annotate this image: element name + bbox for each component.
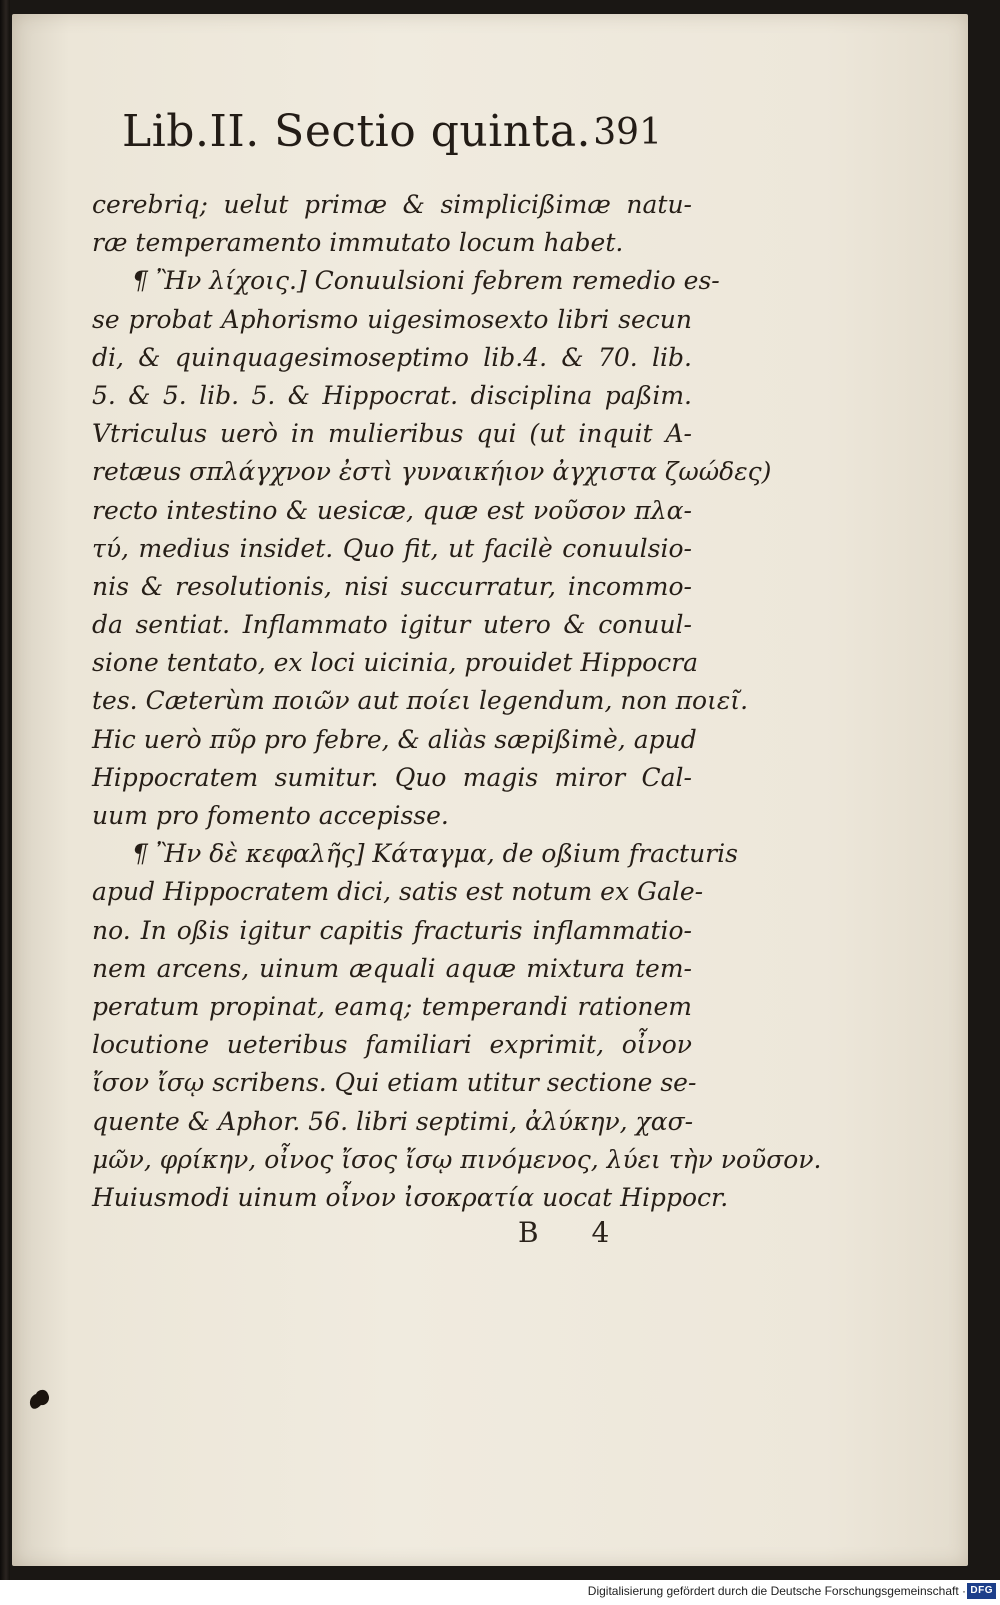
text-line: locutione ueteribus familiari exprimit, οἶνον: [92, 1030, 692, 1060]
signature-mark: B 4: [518, 1216, 632, 1249]
text-line: quente & Aphor. 56. libri septimi, ἀλύκην, χασ-: [92, 1106, 694, 1136]
book-spine-edge: [0, 0, 10, 1580]
digitization-footer: [0, 1580, 1000, 1605]
text-line: τύ, medius insidet. Quo fit, ut facilè conuulsio-: [92, 533, 692, 563]
text-line: ἴσον ἴσῳ scribens. Qui etiam utitur sectione se-: [92, 1068, 697, 1098]
running-head: [122, 106, 662, 166]
folio-number: 391: [593, 112, 662, 153]
text-line: peratum propinat, eamq; temperandi rationem: [92, 991, 692, 1021]
text-line: nis & resolutionis, nisi succurratur, incommo-: [92, 571, 692, 601]
ink-blot-icon: [26, 1386, 52, 1412]
running-head-title: Lib.II. Sectio quinta.: [122, 106, 592, 157]
text-line: tes. Cæterùm ποιῶν aut ποίει legendum, non ποιεῖ.: [92, 686, 749, 716]
text-line: recto intestino & uesicæ, quæ est νοῦσον πλα-: [92, 495, 692, 525]
text-line: Vtriculus uerò in mulieribus qui (ut inquit A-: [92, 419, 692, 449]
text-line: se probat Aphorismo uigesimosexto libri secun: [92, 304, 692, 334]
text-line: no. In oßis igitur capitis fracturis inflammatio-: [92, 915, 692, 945]
text-line: uum pro fomento accepisse.: [92, 801, 449, 830]
text-line: apud Hippocratem dici, satis est notum ex Gale-: [92, 877, 704, 907]
text-line: 5. & 5. lib. 5. & Hippocrat. disciplina paßim.: [92, 380, 692, 410]
text-line: ¶ Ἢν δὲ κεφαλῆς] Κάταγμα, de oßium fracturis: [132, 839, 738, 869]
text-line: ¶ Ἢν λίχοις.] Conuulsioni febrem remedio es-: [132, 266, 720, 296]
text-line: Hippocratem sumitur. Quo magis miror Cal-: [92, 762, 692, 792]
text-line: ræ temperamento immutato locum habet.: [92, 228, 624, 258]
body-text: [92, 186, 822, 1217]
text-line: di, & quinquagesimoseptimo lib.4. & 70. lib.: [92, 342, 692, 372]
funding-credit: Digitalisierung gefördert durch die Deutsche Forschungsgemeinschaft ·: [587, 1584, 966, 1598]
text-line: Hic uerò πῦρ pro febre, & aliàs sæpißimè, apud: [92, 724, 697, 754]
text-line: retæus σπλάγχνον ἐστὶ γυναικήιον ἀγχιστα ζωώδες): [92, 457, 772, 487]
text-line: Huiusmodi uinum οἶνον ἰσοκρατία uocat Hippocr.: [92, 1182, 729, 1212]
text-line: μῶν, φρίκην, οἶνος ἴσος ἴσῳ πινόμενος, λύει τὴν νοῦσον.: [92, 1144, 822, 1174]
text-line: sione tentato, ex loci uicinia, prouidet Hippocra: [92, 648, 699, 678]
text-line: nem arcens, uinum æquali aquæ mixtura tem-: [92, 953, 692, 983]
text-line: da sentiat. Inflammato igitur utero & conuul-: [92, 610, 692, 640]
text-line: cerebriq; uelut primæ & simplicißimæ natu-: [92, 190, 692, 219]
dfg-logo-icon: DFG: [967, 1583, 996, 1599]
